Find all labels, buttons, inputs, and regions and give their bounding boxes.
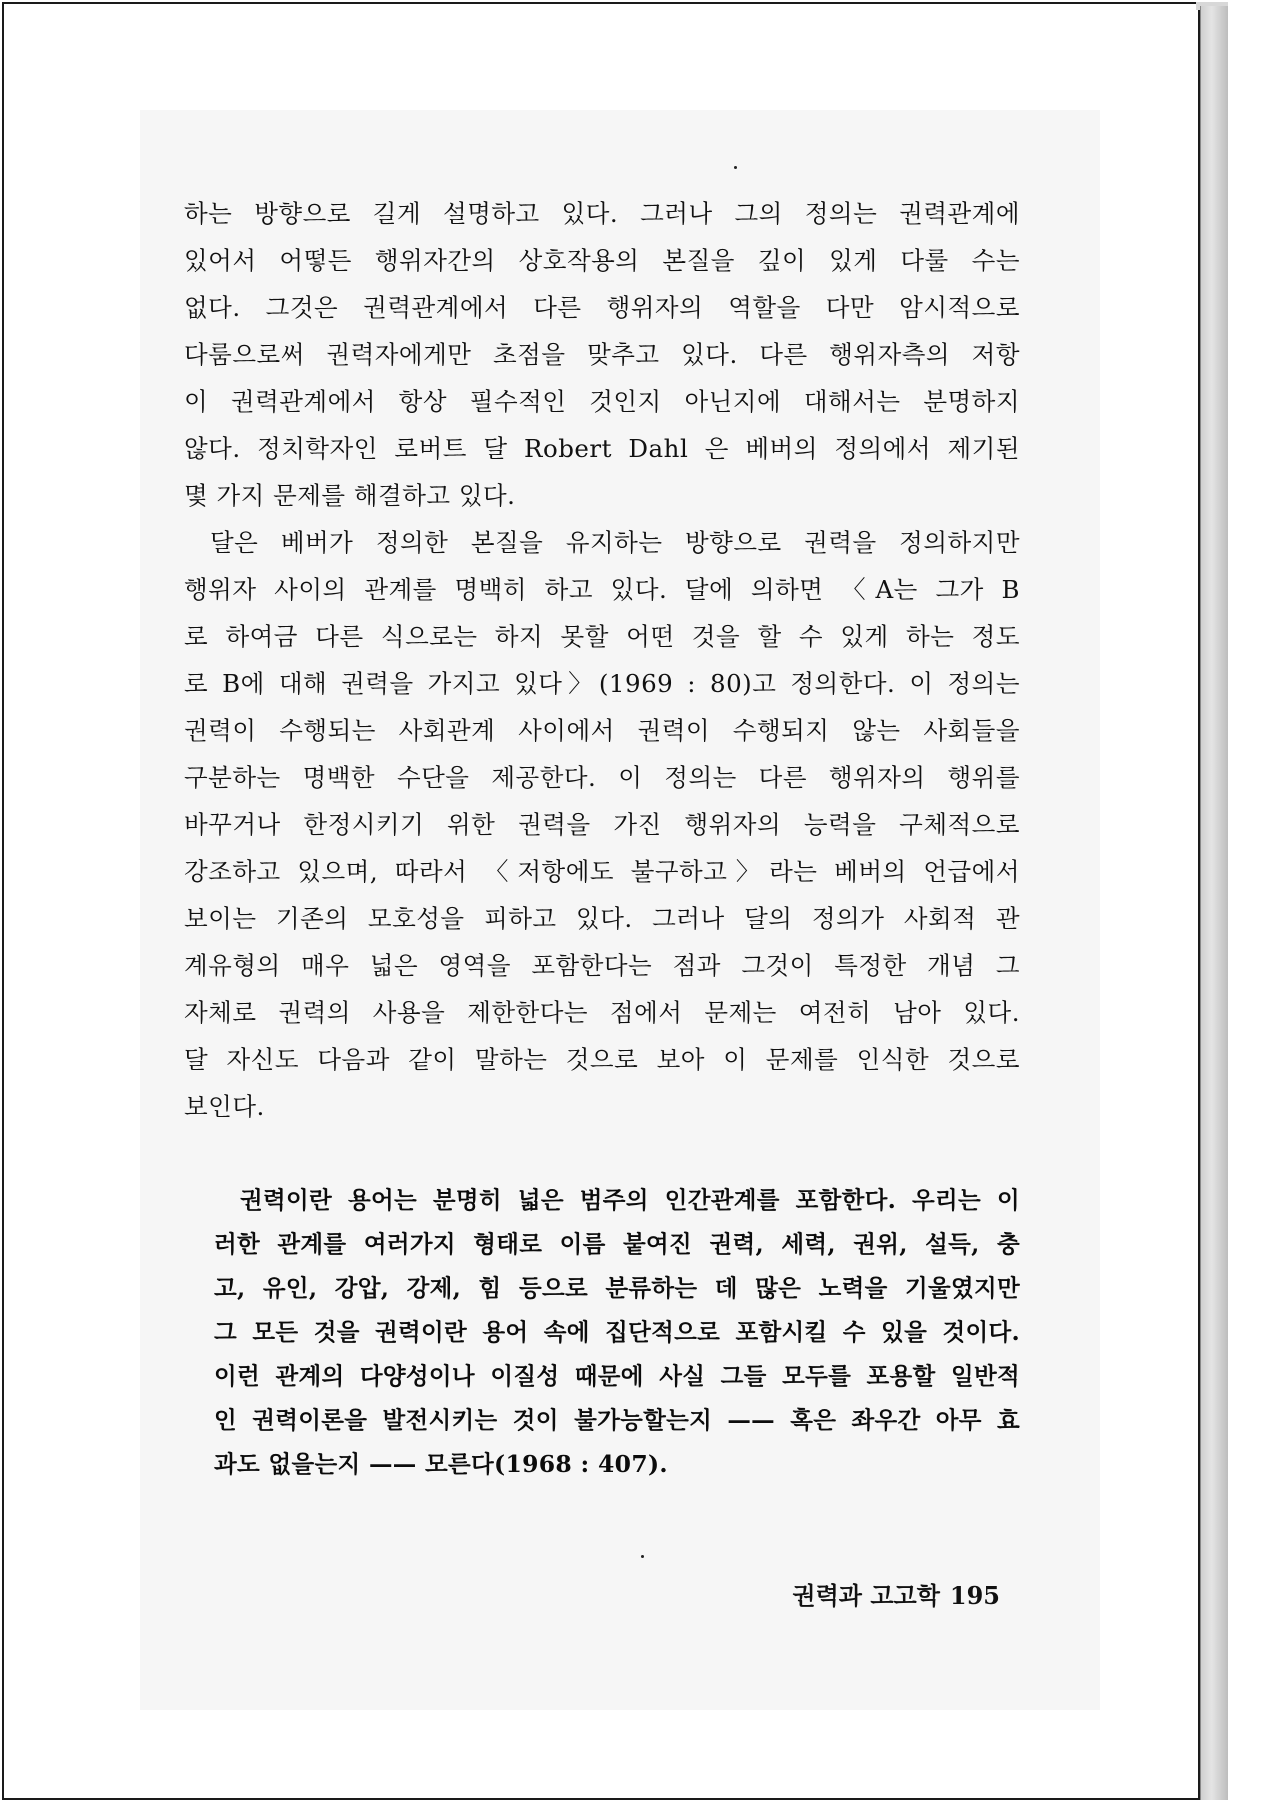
page-stack-edge [1200, 6, 1228, 1800]
quote-line: 인 권력이론을 발전시키는 것이 불가능할는지 —— 혹은 좌우간 아무 효 [214, 1406, 1020, 1434]
page-footer [780, 1576, 1000, 1611]
text-line: 로 B에 대해 권력을 가지고 있다〉(1969 : 80)고 정의한다. 이 정의는 [184, 669, 1020, 698]
quote-line: 권력이란 용어는 분명히 넓은 범주의 인간관계를 포함한다. 우리는 이 [240, 1186, 1020, 1214]
running-title: 권력과 고고학 [792, 1581, 940, 1610]
text-line: 달은 베버가 정의한 본질을 유지하는 방향으로 권력을 정의하지만 [210, 528, 1020, 557]
page-number: 195 [949, 1581, 1000, 1610]
text-line: 하는 방향으로 길게 설명하고 있다. 그러나 그의 정의는 권력관계에 [184, 199, 1020, 228]
text-line: 없다. 그것은 권력관계에서 다른 행위자의 역할을 다만 암시적으로 [184, 293, 1020, 322]
block-quote [214, 1178, 1020, 1486]
text-line: 강조하고 있으며, 따라서 〈저항에도 불구하고〉라는 베버의 언급에서 [184, 857, 1020, 886]
text-line: 행위자 사이의 관계를 명백히 하고 있다. 달에 의하면 〈A는 그가 B [184, 575, 1020, 604]
quote-line: 고, 유인, 강압, 강제, 힘 등으로 분류하는 데 많은 노력을 기울였지만 [214, 1274, 1020, 1302]
quote-line: 그 모든 것을 권력이란 용어 속에 집단적으로 포함시킬 수 있을 것이다. [214, 1318, 1020, 1346]
text-line: 로 하여금 다른 식으로는 하지 못할 어떤 것을 할 수 있게 하는 정도 [184, 622, 1020, 651]
scan-speck [734, 166, 737, 169]
text-line: 있어서 어떻든 행위자간의 상호작용의 본질을 깊이 있게 다룰 수는 [184, 246, 1020, 275]
text-line: 보이는 기존의 모호성을 피하고 있다. 그러나 달의 정의가 사회적 관 [184, 904, 1020, 933]
paragraph-2 [184, 519, 1020, 1130]
text-line: 보인다. [184, 1092, 265, 1121]
body-text [184, 190, 1020, 1130]
quote-line: 과도 없을는지 —— 모른다(1968 : 407). [214, 1450, 668, 1478]
paragraph-1 [184, 190, 1020, 519]
text-line: 권력이 수행되는 사회관계 사이에서 권력이 수행되지 않는 사회들을 [184, 716, 1020, 745]
text-line: 자체로 권력의 사용을 제한한다는 점에서 문제는 여전히 남아 있다. [184, 998, 1020, 1027]
text-line: 않다. 정치학자인 로버트 달 Robert Dahl 은 베버의 정의에서 제기된 [184, 434, 1020, 463]
quote-line: 이런 관계의 다양성이나 이질성 때문에 사실 그들 모두를 포용할 일반적 [214, 1362, 1020, 1390]
text-line: 달 자신도 다음과 같이 말하는 것으로 보아 이 문제를 인식한 것으로 [184, 1045, 1020, 1074]
text-line: 바꾸거나 한정시키기 위한 권력을 가진 행위자의 능력을 구체적으로 [184, 810, 1020, 839]
quote-line: 러한 관계를 여러가지 형태로 이름 붙여진 권력, 세력, 권위, 설득, 충 [214, 1230, 1020, 1258]
text-line: 구분하는 명백한 수단을 제공한다. 이 정의는 다른 행위자의 행위를 [184, 763, 1020, 792]
scan-speck [641, 1555, 644, 1558]
text-line: 몇 가지 문제를 해결하고 있다. [184, 481, 516, 510]
text-line: 계유형의 매우 넓은 영역을 포함한다는 점과 그것이 특정한 개념 그 [184, 951, 1020, 980]
text-line: 이 권력관계에서 항상 필수적인 것인지 아닌지에 대해서는 분명하지 [184, 387, 1020, 416]
text-line: 다룸으로써 권력자에게만 초점을 맞추고 있다. 다른 행위자측의 저항 [184, 340, 1020, 369]
